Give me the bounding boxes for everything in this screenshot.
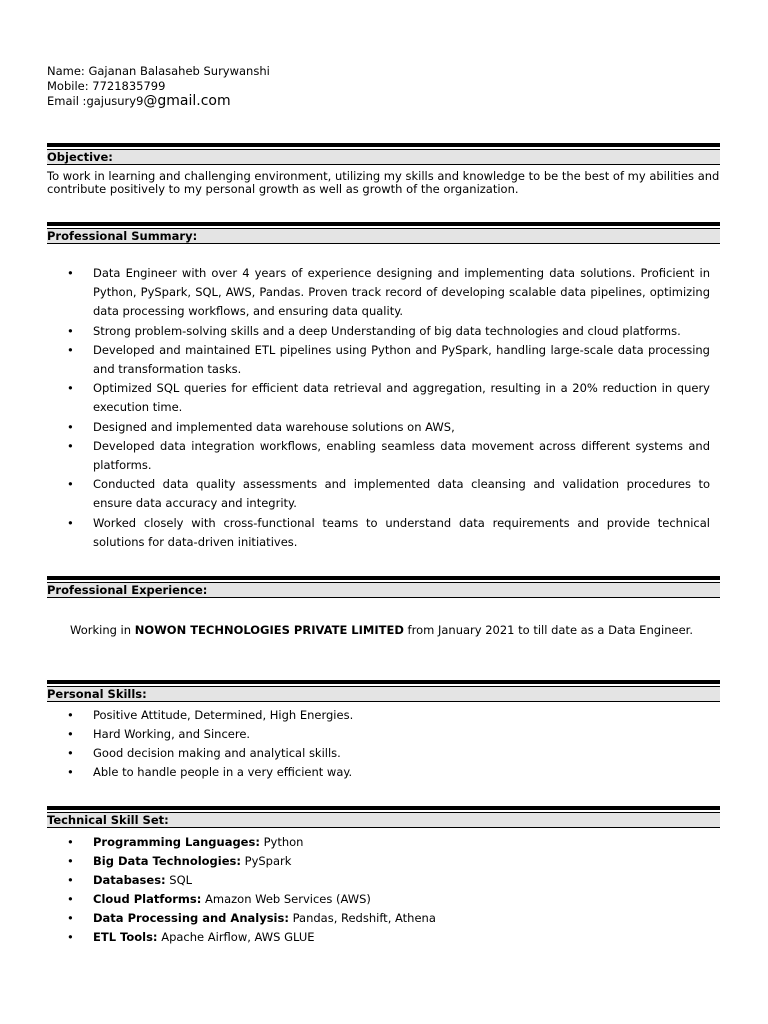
list-item: • Able to handle people in a very efficient way. [47, 763, 720, 782]
skill-value: SQL [165, 873, 193, 888]
list-item: • Worked closely with cross-functional teams to understand data requirements and provide technical solutions for data-driven initiatives. [47, 514, 720, 552]
skill-value: Amazon Web Services (AWS) [201, 892, 371, 907]
objective-text: To work in learning and challenging environment, utilizing my skills and knowledge to be the best of my abilities and contribute positively to my personal growth as well as growth of the organization. [47, 169, 720, 196]
experience-suffix: from January 2021 to till date as a Data Engineer. [403, 623, 694, 638]
personal-skills-list [47, 706, 720, 782]
list-item: • Data Engineer with over 4 years of experience designing and implementing data solutions. Proficient in Python, PySpark, SQL, AWS, Pandas. Proven track record of developing scalable data pipelines, optimizing data processing workflows, and ensuring data quality. [47, 264, 720, 322]
skill-label: Programming Languages: [93, 835, 260, 850]
list-item [47, 852, 720, 871]
contact-block [47, 64, 720, 109]
experience-text [47, 623, 720, 637]
skill-value: Python [259, 835, 304, 850]
experience-heading: Professional Experience: [47, 582, 720, 598]
list-item [47, 890, 720, 909]
summary-heading: Professional Summary: [47, 228, 720, 244]
experience-prefix: Working in [70, 623, 135, 638]
skill-label: Cloud Platforms: [93, 892, 202, 907]
email-label: Email : [47, 94, 87, 108]
list-item: • Good decision making and analytical skills. [47, 744, 720, 763]
technical-heading: Technical Skill Set: [47, 812, 720, 828]
skill-value: Pandas, Redshift, Athena [288, 911, 436, 926]
list-item: • Hard Working, and Sincere. [47, 725, 720, 744]
skill-value: PySpark [240, 854, 292, 869]
list-item: • Developed and maintained ETL pipelines using Python and PySpark, handling large-scale data processing and transformation tasks. [47, 341, 720, 379]
summary-header [47, 222, 720, 244]
resume-page [47, 64, 720, 947]
list-item: • Strong problem-solving skills and a deep Understanding of big data technologies and cloud platforms. [47, 322, 720, 341]
list-item: • Positive Attitude, Determined, High Energies. [47, 706, 720, 725]
summary-list [47, 264, 720, 552]
personal-skills-header [47, 680, 720, 702]
list-item: • Conducted data quality assessments and implemented data cleansing and validation procedures to ensure data accuracy and integrity. [47, 475, 720, 513]
personal-skills-heading: Personal Skills: [47, 686, 720, 702]
list-item: • Optimized SQL queries for efficient data retrieval and aggregation, resulting in a 20% reduction in query execution time. [47, 379, 720, 417]
objective-heading: Objective: [47, 149, 720, 165]
skill-label: ETL Tools: [93, 930, 158, 945]
contact-mobile: Mobile: 7721835799 [47, 79, 166, 93]
email-user: gajusury9 [86, 94, 144, 108]
experience-header [47, 576, 720, 598]
skill-label: Big Data Technologies: [93, 854, 241, 869]
technical-list [47, 833, 720, 947]
objective-header [47, 143, 720, 165]
contact-email [47, 94, 720, 109]
list-item: • Developed data integration workflows, enabling seamless data movement across different systems and platforms. [47, 437, 720, 475]
skill-label: Data Processing and Analysis: [93, 911, 289, 926]
list-item [47, 909, 720, 928]
technical-header [47, 806, 720, 828]
email-domain: @gmail.com [143, 93, 231, 109]
list-item: • Designed and implemented data warehouse solutions on AWS, [47, 418, 720, 437]
skill-label: Databases: [93, 873, 166, 888]
list-item [47, 871, 720, 890]
list-item [47, 928, 720, 947]
skill-value: Apache Airflow, AWS GLUE [157, 930, 315, 945]
list-item [47, 833, 720, 852]
experience-company: NOWON TECHNOLOGIES PRIVATE LIMITED [134, 623, 404, 638]
contact-name: Name: Gajanan Balasaheb Surywanshi [47, 64, 270, 78]
